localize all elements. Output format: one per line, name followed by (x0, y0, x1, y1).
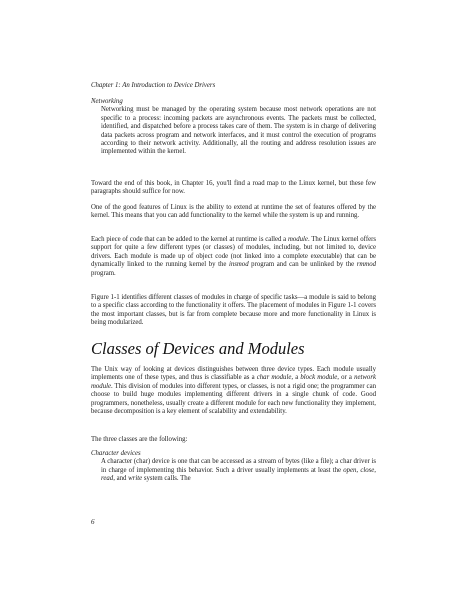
paragraph-text: Each piece of code that can be added to the kernel at runtime is called a module. The Linux kernel offers support for quite a few different types (or classes) of modules, including, but not limited to, device drivers. Each module is made up of object code (not linked into a complete executable) that can be dynamically linked to the running kernel by the insmod program and can be unlinked by the rmmod program. (91, 236, 377, 277)
character-devices-entry (91, 450, 376, 484)
paragraph-text: The three classes are the following: (91, 436, 188, 443)
paragraph-extend (91, 204, 376, 221)
paragraph-text: The Unix way of looking at devices distinguishes between three device types. Each module usually implements one of these types, and thus is classifiable as a char module, a block module, or a network module. This division of modules into different types, or classes, is not a rigid one; the programmer can choose to build huge modules implementing different drivers in a single chunk of code. Good programmers, nonetheless, usually create a different module for each new functionality they implement, because decomposition is a key element of scalability and extendability. (91, 366, 376, 416)
paragraph-module (91, 236, 376, 278)
paragraph-three-classes (91, 436, 376, 444)
networking-description: Networking must be managed by the operating system because most network operations are not specific to a process: incoming packets are asynchronous events. The packets must be collected, identified, and dispatched before a process takes care of them. The system is in charge of delivering data packets across program and network interfaces, and it must control the execution of programs according to their network activity. Additionally, all the routing and address resolution issues are implemented within the kernel. (101, 106, 376, 156)
running-header: Chapter 1: An Introduction to Device Drivers (91, 82, 216, 89)
networking-term: Networking (91, 98, 123, 105)
character-devices-description: A character (char) device is one that can be accessed as a stream of bytes (like a file); a char driver is in charge of implementing this behavior. Such a driver usually implements at least the open, close, read, and write system calls. The (101, 458, 376, 483)
paragraph-text: Figure 1-1 identifies different classes of modules in charge of specific tasks—a module is said to belong to a specific class according to the functionality it offers. The placement of modules in Figure 1-1 covers the most important classes, but is far from complete because more and more functionality in Linux is being modularized. (91, 294, 376, 327)
character-devices-term: Character devices (91, 450, 141, 457)
paragraph-text: One of the good features of Linux is the ability to extend at runtime the set of features offered by the kernel. This means that you can add functionality to the kernel while the system is up and running. (91, 204, 376, 220)
section-heading-wrap (91, 340, 376, 358)
paragraph-device-types (91, 366, 376, 416)
paragraph-text: Toward the end of this book, in Chapter 16, you'll find a road map to the Linux kernel, but these few paragraphs should suffice for now. (91, 180, 376, 196)
page-number: 6 (91, 518, 95, 526)
networking-entry (91, 98, 376, 157)
paragraph-figure-reference (91, 294, 376, 328)
section-heading: Classes of Devices and Modules (91, 339, 305, 358)
paragraph-road-map (91, 180, 376, 197)
